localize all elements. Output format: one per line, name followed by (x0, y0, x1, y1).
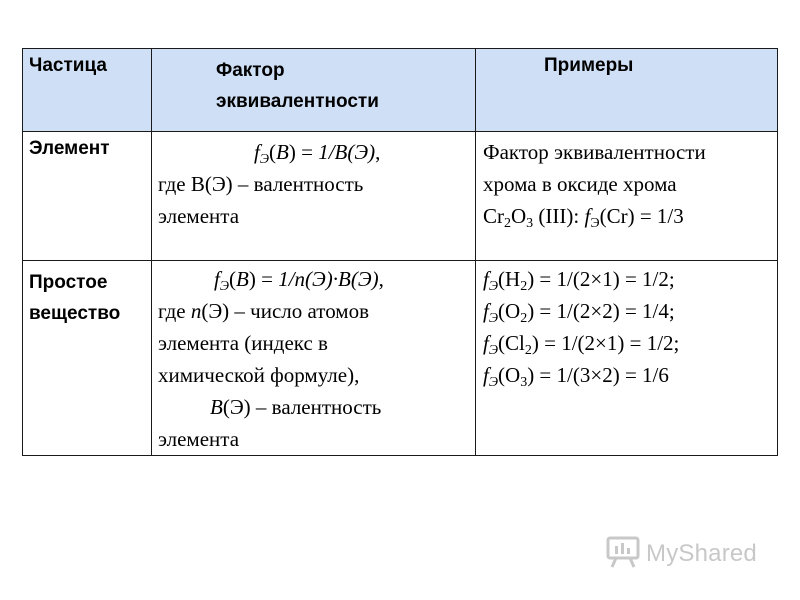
simple-desc-line1: где n(Э) – число атомов (158, 299, 370, 323)
element-example-line1: Фактор эквивалентности (483, 140, 706, 164)
simple-example-o3: $f_Э(O_3) = 1/(3\times 2) = 1/6$ (483, 363, 669, 390)
element-name-cell (23, 132, 152, 261)
simple-example-cl2: $f_Э(Cl_2) = 1/(2\times 1) = 1/2$; (483, 331, 680, 358)
header-row (23, 49, 778, 132)
equivalence-factor-table (22, 48, 778, 456)
simple-desc-line5: элемента (158, 427, 240, 451)
simple-formula: $f_Э(B) = 1/n(Э)\cdot B(Э)$, (214, 267, 384, 294)
simple-desc-line2: элемента (индекс в (158, 331, 328, 355)
simple-examples-cell (476, 261, 778, 456)
element-desc-line2: элемента (158, 204, 240, 228)
simple-name-cell (23, 261, 152, 456)
simple-example-o2: $f_Э(O_2) = 1/(2\times 2) = 1/4$; (483, 299, 675, 326)
header-cell-factor (152, 49, 476, 132)
simple-name-line2: вещество (29, 303, 121, 324)
element-name: Элемент (29, 138, 110, 159)
presentation-board-icon (606, 535, 640, 574)
watermark-text: MyShared (646, 540, 757, 567)
simple-name-line1: Простое (29, 272, 108, 293)
simple-formula-cell (152, 261, 476, 456)
header-factor-line1: Фактор (216, 60, 285, 81)
element-formula: $f_Э(B) = 1/B(Э)$, (254, 140, 381, 167)
simple-example-h2: $f_Э(H_2) = 1/(2\times 1) = 1/2$; (483, 267, 675, 294)
simple-substance-row (23, 261, 778, 456)
simple-desc-line3: химической формуле), (158, 363, 360, 387)
header-cell-examples (476, 49, 778, 132)
header-cell-particle (23, 49, 152, 132)
simple-desc-line4: B(Э) – валентность (210, 395, 382, 419)
element-example-line2: хрома в оксиде хрома (483, 172, 677, 196)
element-formula-cell (152, 132, 476, 261)
header-particle: Частица (29, 55, 107, 76)
element-example-line3: $Cr_2O_3$ (III): $f_Э(Cr) = 1/3$ (483, 204, 684, 231)
header-factor-line2: эквивалентности (216, 91, 379, 112)
myshared-watermark (606, 536, 757, 572)
element-example-cell (476, 132, 778, 261)
element-row (23, 132, 778, 261)
header-examples: Примеры (544, 55, 634, 76)
element-desc-line1: где B(Э) – валентность (158, 172, 364, 196)
